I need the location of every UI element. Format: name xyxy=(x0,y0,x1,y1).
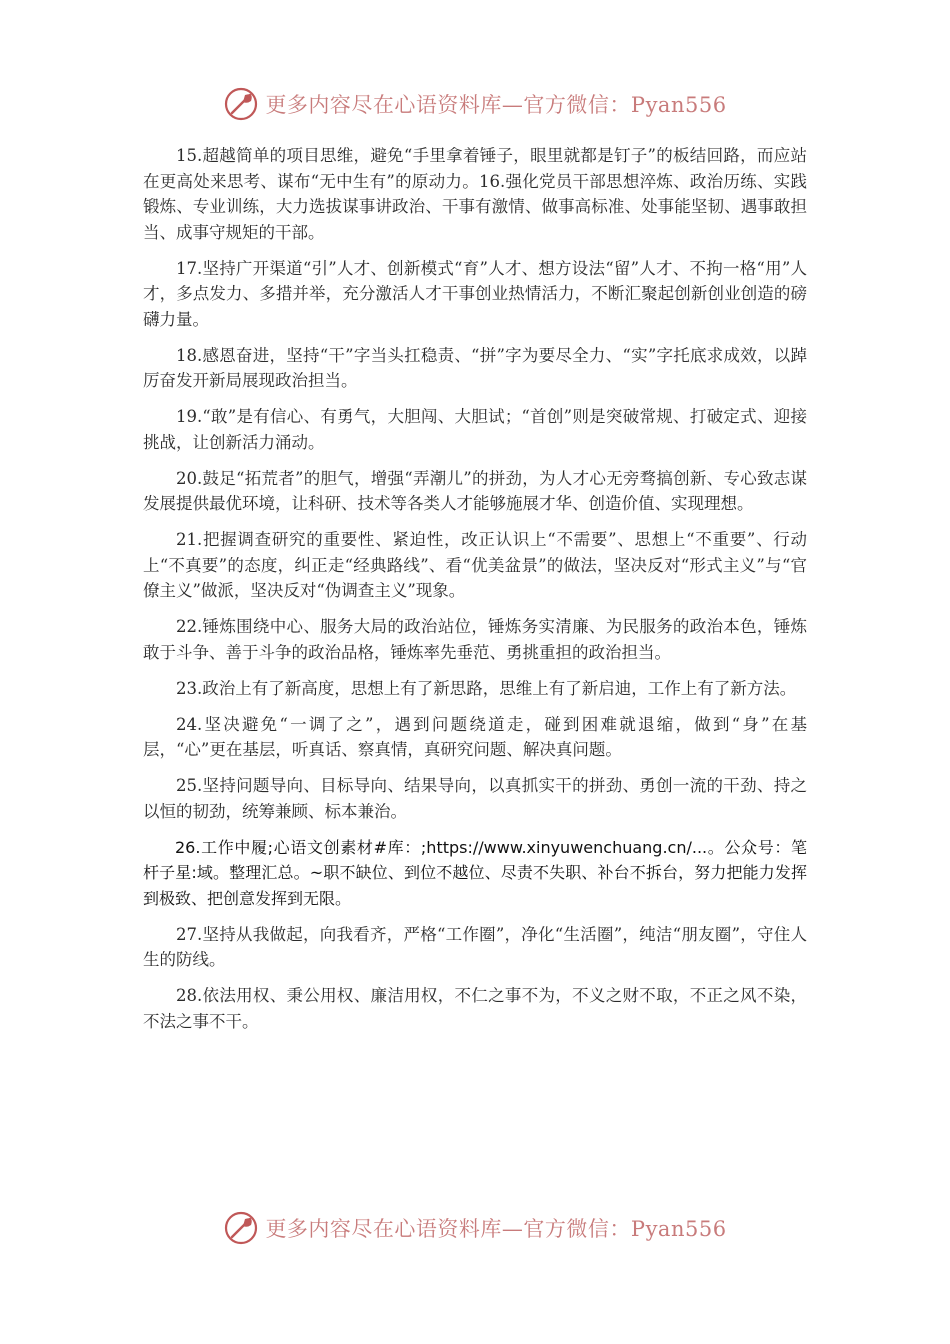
header-banner xyxy=(0,82,950,126)
paragraph-28: 28.依法用权、秉公用权、廉洁用权，不仁之事不为，不义之财不取，不正之风不染，不法之事不干。 xyxy=(143,986,807,1031)
paragraph-21: 21.把握调查研究的重要性、紧迫性，改正认识上“不需要”、思想上“不重要”、行动上“不真要”的态度，纠正走“经典路线”、看“优美盆景”的做法，坚决反对“形式主义”与“官僚主义”做派，坚决反对“伪调查主义”现象。 xyxy=(143,530,807,600)
footer-banner-text: 更多内容尽在心语资料库—官方微信：Pyan556 xyxy=(265,1217,727,1241)
quill-logo-icon xyxy=(223,1210,259,1246)
paragraph-20: 20.鼓足“拓荒者”的胆气，增强“弄潮儿”的拼劲，为人才心无旁骛搞创新、专心致志谋发展提供最优环境，让科研、技术等各类人才能够施展才华、创造价值、实现理想。 xyxy=(143,468,807,513)
footer-banner xyxy=(0,1206,950,1250)
paragraph-17: 17.坚持广开渠道“引”人才、创新模式“育”人才、想方设法“留”人才、不拘一格“用”人才，多点发力、多措并举，充分激活人才干事创业热情活力，不断汇聚起创新创业创造的磅礴力量。 xyxy=(143,258,807,329)
paragraph-18: 18.感恩奋进，坚持“干”字当头扛稳责、“拼”字为要尽全力、“实”字托底求成效，以踔厉奋发开新局展现政治担当。 xyxy=(143,345,807,390)
paragraph-25: 25.坚持问题导向、目标导向、结果导向，以真抓实干的拼劲、勇创一流的干劲、持之以恒的韧劲，统筹兼顾、标本兼治。 xyxy=(143,776,807,821)
paragraph-22: 22.锤炼围绕中心、服务大局的政治站位，锤炼务实清廉、为民服务的政治本色，锤炼敢于斗争、善于斗争的政治品格，锤炼率先垂范、勇挑重担的政治担当。 xyxy=(143,617,807,662)
paragraph-23: 23.政治上有了新高度，思想上有了新思路，思维上有了新启迪，工作上有了新方法。 xyxy=(176,678,797,698)
paragraph-24: 24.坚决避免“一调了之”，遇到问题绕道走，碰到困难就退缩，做到“身”在基层，“心”更在基层，听真话、察真情，真研究问题、解决真问题。 xyxy=(143,714,807,759)
paragraph-15: 15.超越简单的项目思维，避免“手里拿着锤子，眼里就都是钉子”的板结回路，而应站在更高处来思考、谋布“无中生有”的原动力。16.强化党员干部思想淬炼、政治历练、实践锻炼、专业训练，大力选拔谋事讲政治、干事有激情、做事高标准、处事能坚韧、遇事敢担当、成事守规矩的干部。 xyxy=(143,146,807,242)
document-body xyxy=(143,143,807,1045)
paragraph-26: 26.工作中履;心语文创素材#库：;https://www.xinyuwenchuang.cn/...。公众号：笔杆子星:域。整理汇总。~职不缺位、到位不越位、尽责不失职、补台不拆台，努力把能力发挥到极致、把创意发挥到无限。 xyxy=(143,837,807,908)
paragraph-27: 27.坚持从我做起，向我看齐，严格“工作圈”，净化“生活圈”，纯洁“朋友圈”，守住人生的防线。 xyxy=(143,924,807,969)
header-banner-text: 更多内容尽在心语资料库—官方微信：Pyan556 xyxy=(265,93,727,117)
paragraph-19: 19.“敢”是有信心、有勇气，大胆闯、大胆试；“首创”则是突破常规、打破定式、迎接挑战，让创新活力涌动。 xyxy=(143,407,807,452)
quill-logo-icon xyxy=(223,86,259,122)
